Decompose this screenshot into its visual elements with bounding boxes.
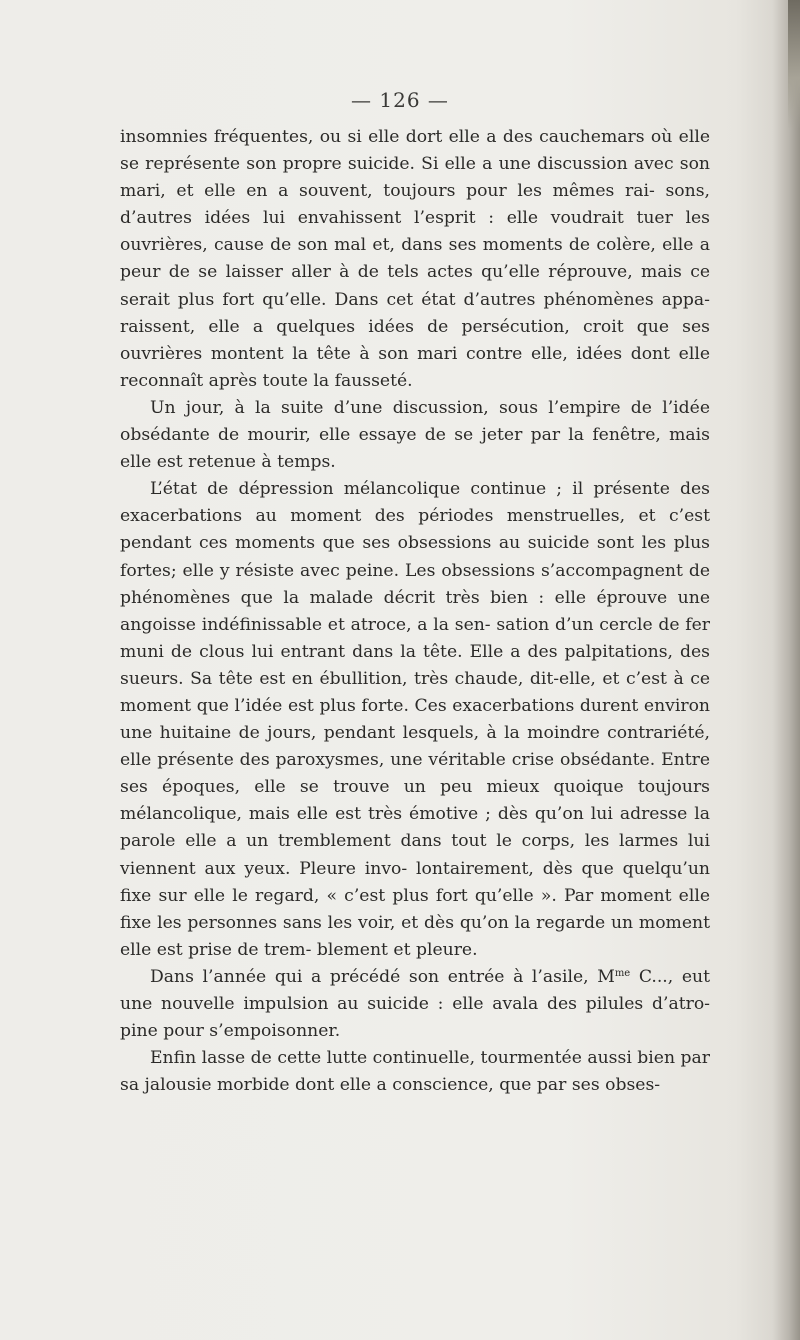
paragraph-5: Enfin lasse de cette lutte continuelle, tourmentée aussi bien par sa jalousie morbide dont elle a conscience, que par ses obses- xyxy=(120,1048,710,1096)
paragraph-3: L’état de dépression mélancolique continue ; il présente des exacerbations au moment des périodes menstruelles, et c’est pendant ces moments que ses obsessions au suicide sont les plus fortes; elle y résiste avec peine. Les obsessions s’accompagnent de phénomènes que la malade décrit très bien : elle éprouve une angoisse indéfinissable et atroce, a la sen- sation d’un cercle de fer muni de clous lui entrant dans la tête. Elle a des palpitations, des sueurs. Sa tête est en ébullition, très chaude, dit-elle, et c’est à ce moment que l’idée est plus forte. Ces exacerbations durent environ une huitaine de jours, pendant lesquels, à la moindre contrariété, elle présente des paroxysmes, une véritable crise obsédante. Entre ses époques, elle se trouve un peu mieux quoique toujours mélancolique, mais elle est très émotive ; dès qu’on lui adresse la parole elle a un tremblement dans tout le corps, les larmes lui viennent aux yeux. Pleure invo- lontairement, dès que quelqu’un fixe sur elle le regard, « c’est plus fort qu’elle ». Par moment elle fixe les personnes sans les voir, et dès qu’on la regarde un moment elle est prise de trem- blement et pleure. xyxy=(120,479,710,960)
madame-superscript: me xyxy=(614,967,631,979)
paragraph-1: insomnies fréquentes, ou si elle dort elle a des cauchemars où elle se représente son propre suicide. Si elle a une discussion avec son mari, et elle en a souvent, toujours pour les mêmes rai- sons, d’autres idées lui envahissent l’esprit : elle voudrait tuer les ouvrières, cause de son mal et, dans ses moments de colère, elle a peur de se laisser aller à de tels actes qu’elle réprouve, mais ce serait plus fort qu’elle. Dans cet état d’autres phénomènes appa- raissent, elle a quelques idées de persécution, croit que ses ouvrières montent la tête à son mari contre elle, idées dont elle reconnaît après toute la fausseté. xyxy=(120,127,710,391)
page-edge-shadow xyxy=(772,0,800,1340)
paragraph-2: Un jour, à la suite d’une discussion, sous l’empire de l’idée obsédante de mourir, elle essaye de se jeter par la fenêtre, mais elle est retenue à temps. xyxy=(120,397,710,473)
paragraph-4-end: C..., eut une nouvelle impulsion au suicide : elle avala des pilules d’atro- pine pour s’empoisonner. xyxy=(120,966,710,1042)
page-number-header: — 126 — xyxy=(351,88,449,112)
paragraph-4 xyxy=(120,964,710,1045)
body-text xyxy=(120,124,710,1099)
paragraph-4-start: Dans l’année qui a précédé son entrée à l’asile, M xyxy=(150,966,615,987)
